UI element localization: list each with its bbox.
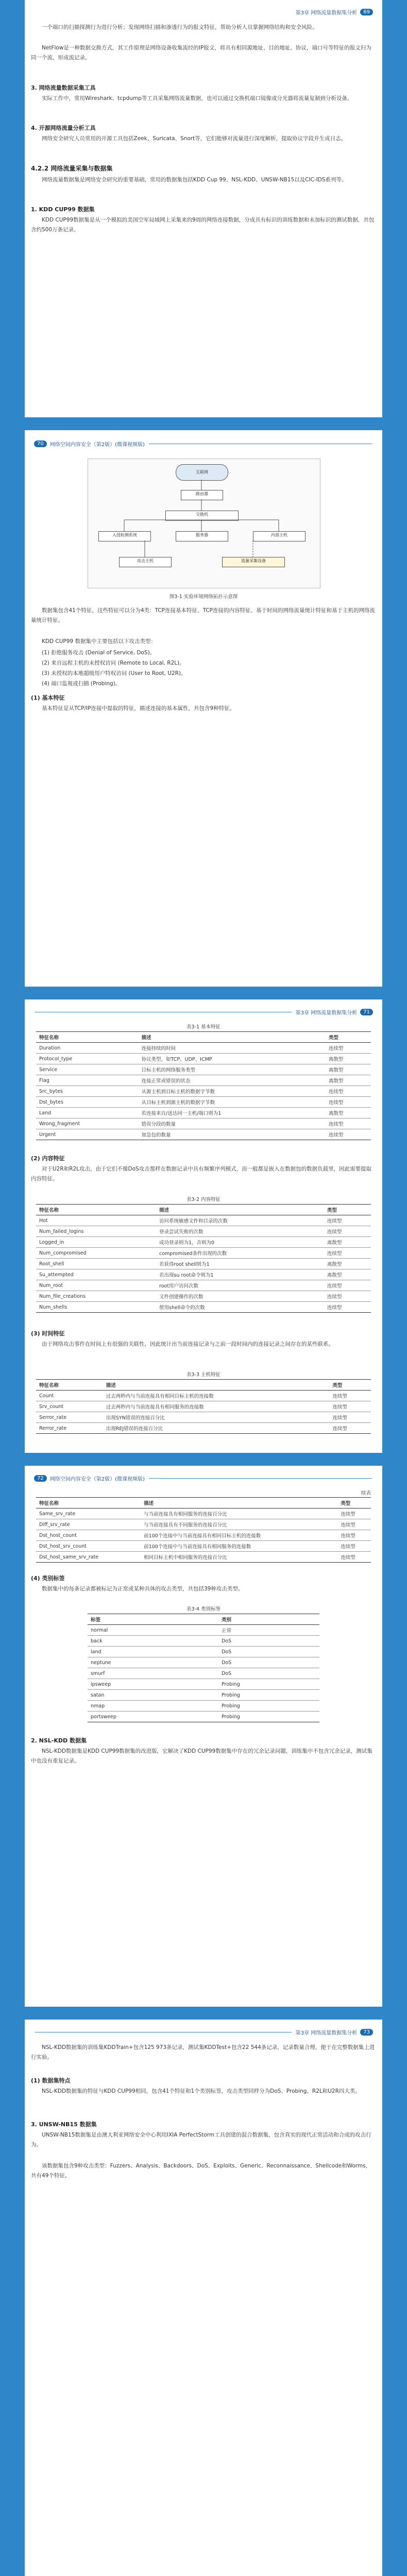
table-cell: Serror_rate [36, 1412, 103, 1423]
table-cell: DoS [218, 1668, 319, 1679]
column-header: 类型 [324, 1205, 371, 1215]
paragraph: UNSW-NB15数据集是由澳大利亚网络安全中心利用IXIA PerfectStorm工具创建的混合数据集，包含真实的现代正常活动和合成的攻击行为。 [31, 2132, 371, 2148]
paragraph: 一个端口的扫描探测行为进行分析；发现网络扫描和渗透行为的报文特征，帮助分析人员掌握网络结构和安全风险。 [42, 24, 318, 30]
table-cell: Flag [36, 1075, 139, 1086]
page-number: 70 [34, 440, 47, 447]
column-header: 描述 [139, 1032, 326, 1043]
table-cell: 从源主机到目标主机的数据字节数 [139, 1086, 326, 1097]
table-cell: 与当前连接具有相同服务的连接百分比 [141, 1509, 337, 1519]
table-cell: Urgent [36, 1129, 139, 1140]
table-cell: normal [88, 1625, 218, 1636]
hosts-node: 内部主机 [253, 531, 306, 541]
paragraph: 该数据集包含9种攻击类型：Fuzzers、Analysis、Backdoors、DoS、Exploits、Generic、Reconnaissance、Shellcode和Worms，共有49个特征。 [31, 2163, 371, 2179]
table-row [88, 1636, 319, 1647]
paragraph: KDD CUP99数据集是从一个模拟的美国空军局域网上采集来的9周的网络连接数据，分成具有标识的训练数据和未加标识的测试数据，共包含约500万条记录。 [31, 217, 375, 233]
host-features-table-continued [36, 1497, 371, 1563]
table-cell: 连续型 [324, 1291, 371, 1302]
table-cell: root用户访问次数 [156, 1280, 324, 1291]
table-cell: smurf [88, 1668, 218, 1679]
basic-features-table [36, 1031, 371, 1140]
table-row [36, 1215, 371, 1226]
table-caption: 表3-4 类别标签 [186, 1606, 221, 1612]
paragraph: 网络流量数据集是网络安全研究的重要基础，常用的数据集包括KDD Cup 99、NSL-KDD、UNSW-NB15以及CIC-IDS系列等。 [42, 177, 347, 183]
table-cell: Same_srv_rate [36, 1509, 141, 1519]
ids-node: 入侵检测系统 [98, 531, 151, 541]
table-cell: Wrong_fragment [36, 1118, 139, 1129]
table-cell: 从目标主机到源主机的数据字节数 [139, 1097, 326, 1108]
paragraph: NSL-KDD数据集的特征与KDD CUP99相同，包含41个特征和1个类别标签，攻击类型同样分为DoS、Probing、R2L和U2R四大类。 [42, 2088, 361, 2094]
table-cell: 连续型 [324, 1280, 371, 1291]
table-cell: 离散型 [324, 1269, 371, 1280]
paragraph: NetFlow是一种数据交换方式，其工作原理是网络设备收集流经的IP报文，将具有相同源地址、目的地址、协议、端口号等特征的报文归为同一个流，形成流记录。 [31, 45, 371, 61]
table-cell: Root_shell [36, 1259, 156, 1269]
paragraph: NSL-KDD数据集的训练集KDDTrain+包含125 973条记录，测试集KDDTest+包含22 544条记录，记录数量合理，便于在完整数据集上进行实验。 [31, 2044, 375, 2060]
table-cell: 连续型 [326, 1118, 371, 1129]
table-row [36, 1280, 371, 1291]
table-row [36, 1054, 371, 1064]
column-header: 类别 [218, 1614, 319, 1625]
table-row [36, 1086, 371, 1097]
column-header: 类型 [329, 1380, 371, 1391]
table-cell: 出现REJ错误的连接百分比 [103, 1423, 330, 1434]
chapter-title: 第3章 网络流量数据集分析 [295, 2030, 358, 2036]
column-header: 描述 [103, 1380, 330, 1391]
section-heading: 1. KDD CUP99 数据集 [31, 206, 95, 213]
table-cell: 连续型 [337, 1530, 371, 1541]
page-header [31, 7, 376, 16]
table-cell: 离散型 [326, 1054, 371, 1064]
paragraph: 由于网络攻击事件在时间上有很强的关联性，因此统计出当前连接记录与之前一段时间内的连接记录之间存在的某些联系。 [42, 1341, 334, 1347]
table-cell: Probing [218, 1690, 319, 1701]
table-cell: 连接正常或错误的状态 [139, 1075, 326, 1086]
table-row [36, 1530, 371, 1541]
book-title-header: 网络空间内容安全（第2版）(微课视频版) [49, 1476, 145, 1482]
section-heading: (2) 内容特征 [31, 1155, 65, 1162]
list-item: (2) 来自远程主机的未授权访问 (Remote to Local, R2L)。 [42, 660, 185, 666]
table-cell: DoS [218, 1647, 319, 1657]
table-cell: 连续型 [326, 1097, 371, 1108]
page-number: 71 [360, 1009, 373, 1015]
table-cell: 过去两秒内与当前连接具有相同服务的连接数 [103, 1401, 330, 1412]
page-5 [25, 2020, 382, 2576]
table-row [36, 1043, 371, 1054]
table-cell: Count [36, 1391, 103, 1401]
table-continued-label: 续表 [361, 1490, 371, 1496]
table-cell: ipsweep [88, 1679, 218, 1690]
section-heading: 2. NSL-KDD 数据集 [31, 1737, 87, 1744]
section-heading: (3) 时间特征 [31, 1330, 65, 1337]
table-cell: Su_attempted [36, 1269, 156, 1280]
table-cell: Logged_in [36, 1237, 156, 1248]
figure-caption: 图3-1 实验环境网络拓扑示意图 [169, 594, 238, 600]
table-caption: 表3-2 内容特征 [186, 1197, 221, 1202]
column-header: 描述 [141, 1498, 337, 1509]
table-cell: 使用shell命令的次数 [156, 1302, 324, 1313]
paragraph: KDD CUP99 数据集中主要包括以下攻击类型： [42, 638, 156, 645]
table-cell: Srv_count [36, 1401, 103, 1412]
table-cell: 连续型 [337, 1541, 371, 1552]
page-header [31, 439, 376, 448]
page-number: 73 [360, 2029, 373, 2036]
column-header: 类型 [337, 1498, 371, 1509]
table-row [36, 1302, 371, 1313]
paragraph: 数据集中的每条记录都被标记为正常或某种具体的攻击类型，共包括39种攻击类型。 [42, 1586, 244, 1592]
table-cell: 若连接来自/送达同一主机/端口则为1 [139, 1108, 326, 1118]
table-cell: land [88, 1647, 218, 1657]
table-row [88, 1625, 319, 1636]
table-row [36, 1519, 371, 1530]
table-cell: Diff_srv_rate [36, 1519, 141, 1530]
table-row [88, 1711, 319, 1722]
host-features-table [36, 1379, 371, 1434]
server-node: 服务器 [176, 531, 228, 541]
column-header: 描述 [156, 1205, 324, 1215]
table-cell: satan [88, 1690, 218, 1701]
table-cell: 连续型 [337, 1509, 371, 1519]
table-cell: 连续型 [324, 1226, 371, 1237]
table-cell: 前100个连接中与当前连接具有相同服务的连接数 [141, 1541, 337, 1552]
table-cell: 错误分段的数量 [139, 1118, 326, 1129]
paragraph: 数据集包含41个特征，这些特征可以分为4类：TCP连接基本特征、TCP连接的内容特征、基于时间的网络流量统计特征和基于主机的网络流量统计特征。 [31, 607, 375, 623]
table-cell: Num_failed_logins [36, 1226, 156, 1237]
table-row [36, 1248, 371, 1259]
attacker-node: 攻击主机 [119, 557, 172, 567]
table-cell: Dst_host_srv_count [36, 1541, 141, 1552]
chapter-title: 第3章 网络流量数据集分析 [295, 10, 358, 16]
internet-cloud: 互联网 [176, 464, 228, 481]
paragraph: 实际工作中，常用Wireshark、tcpdump等工具采集网络流量数据，也可以通过交换机端口镜像或分光器将流量复制到分析设备。 [42, 95, 353, 101]
table-row [88, 1679, 319, 1690]
table-cell: 连续型 [324, 1215, 371, 1226]
table-cell: Duration [36, 1043, 139, 1054]
list-item: (1) 拒绝服务攻击 (Denial of Service, DoS)。 [42, 650, 156, 656]
header-rule [149, 1478, 372, 1479]
table-row [36, 1259, 371, 1269]
table-cell: 登录尝试失败的次数 [156, 1226, 324, 1237]
class-label-table [88, 1614, 319, 1722]
table-cell: DoS [218, 1657, 319, 1668]
table-cell: 连接持续的时间 [139, 1043, 326, 1054]
table-row [36, 1097, 371, 1108]
table-cell: Num_shells [36, 1302, 156, 1313]
table-cell: nmap [88, 1701, 218, 1711]
table-cell: 离散型 [324, 1237, 371, 1248]
table-cell: 成功登录则为1，否则为0 [156, 1237, 324, 1248]
table-caption: 表3-1 基本特征 [186, 1024, 221, 1030]
table-cell: Hot [36, 1215, 156, 1226]
table-cell: Service [36, 1064, 139, 1075]
table-cell: 连续型 [329, 1391, 371, 1401]
table-cell: Dst_bytes [36, 1097, 139, 1108]
table-cell: neptune [88, 1657, 218, 1668]
list-item: (3) 未授权的本地超级用户特权访问 (User to Root, U2R)。 [42, 670, 186, 676]
router-node: 路由器 [181, 490, 223, 500]
table-cell: portsweep [88, 1711, 218, 1722]
column-header: 特征名称 [36, 1498, 141, 1509]
table-row [36, 1541, 371, 1552]
table-cell: back [88, 1636, 218, 1647]
table-cell: Protocol_type [36, 1054, 139, 1064]
table-cell: Dst_host_same_srv_rate [36, 1552, 141, 1563]
table-cell: 若出现su root命令则为1 [156, 1269, 324, 1280]
table-cell: 连续型 [329, 1412, 371, 1423]
column-header: 特征名称 [36, 1032, 139, 1043]
table-cell: 与当前连接具有不同服务的连接百分比 [141, 1519, 337, 1530]
paragraph: NSL-KDD数据集是KDD CUP99数据集的改进版，它解决了KDD CUP99数据集中存在的冗余记录问题，训练集中不包含冗余记录，测试集中也没有重复记录。 [31, 1748, 372, 1764]
table-cell: compromised条件出现的次数 [156, 1248, 324, 1259]
column-header: 标签 [88, 1614, 218, 1625]
page-number: 72 [34, 1475, 47, 1482]
table-cell: 协议类型，如TCP、UDP、ICMP [139, 1054, 326, 1064]
table-cell: 连续型 [324, 1302, 371, 1313]
table-cell: 离散型 [326, 1108, 371, 1118]
table-cell: 连续型 [326, 1086, 371, 1097]
table-row [88, 1657, 319, 1668]
section-heading: 4. 开源网络流量分析工具 [31, 125, 96, 131]
table-cell: Src_bytes [36, 1086, 139, 1097]
network-topology-diagram [88, 459, 320, 588]
section-heading: 3. UNSW-NB15 数据集 [31, 2121, 97, 2128]
collector-node: 流量采集设备 [222, 557, 285, 567]
table-row [36, 1412, 371, 1423]
table-row [36, 1552, 371, 1563]
table-cell: 连续型 [326, 1043, 371, 1054]
table-row [36, 1509, 371, 1519]
table-row [36, 1291, 371, 1302]
table-cell: Probing [218, 1701, 319, 1711]
chapter-title: 第3章 网络流量数据集分析 [295, 1010, 358, 1016]
table-row [36, 1423, 371, 1434]
section-heading: 4.2.2 网络流量采集与数据集 [31, 165, 113, 172]
table-cell: DoS [218, 1636, 319, 1647]
table-cell: 过去两秒内与当前连接具有相同目标主机的连接数 [103, 1391, 330, 1401]
table-cell: Land [36, 1108, 139, 1118]
table-cell: Dst_host_count [36, 1530, 141, 1541]
table-cell: 文件创建操作的次数 [156, 1291, 324, 1302]
table-cell: 连续型 [324, 1248, 371, 1259]
table-cell: 正常 [218, 1625, 319, 1636]
table-cell: 连续型 [329, 1423, 371, 1434]
table-row [36, 1108, 371, 1118]
table-row [36, 1075, 371, 1086]
table-row [36, 1226, 371, 1237]
table-cell: 离散型 [324, 1259, 371, 1269]
table-cell: Rerror_rate [36, 1423, 103, 1434]
table-cell: Num_root [36, 1280, 156, 1291]
table-cell: 连续型 [337, 1552, 371, 1563]
table-cell: Num_compromised [36, 1248, 156, 1259]
list-item: (4) 端口监视或扫描 (Probing)。 [42, 681, 121, 687]
table-cell: 连续型 [326, 1129, 371, 1140]
table-row [36, 1269, 371, 1280]
paragraph: 网络安全研究人员常用的开源工具包括Zeek、Suricata、Snort等，它们能够对流量进行深度解析，提取协议字段并生成日志。 [42, 135, 347, 142]
switch-node: 交换机 [165, 511, 239, 521]
table-row [36, 1118, 371, 1129]
table-cell: Probing [218, 1679, 319, 1690]
page-number: 69 [360, 9, 373, 15]
table-cell: 连续型 [337, 1519, 371, 1530]
section-heading: (1) 数据集特点 [31, 2077, 71, 2084]
page-header [31, 1007, 376, 1016]
table-cell: Probing [218, 1711, 319, 1722]
section-heading: (4) 类别标签 [31, 1575, 65, 1582]
table-cell: Num_file_creations [36, 1291, 156, 1302]
table-row [36, 1129, 371, 1140]
column-header: 特征名称 [36, 1205, 156, 1215]
table-cell: 离散型 [326, 1064, 371, 1075]
table-cell: 前100个连接中与当前连接具有相同目标主机的连接数 [141, 1530, 337, 1541]
content-features-table [36, 1204, 371, 1313]
column-header: 类型 [326, 1032, 371, 1043]
table-cell: 连续型 [329, 1401, 371, 1412]
column-header: 特征名称 [36, 1380, 103, 1391]
table-cell: 离散型 [326, 1075, 371, 1086]
table-cell: 出现SYN错误的连接百分比 [103, 1412, 330, 1423]
table-row [88, 1668, 319, 1679]
section-heading: 3. 网络流量数据采集工具 [31, 84, 96, 91]
table-caption: 表3-3 主机特征 [186, 1372, 221, 1378]
page-header [31, 1473, 376, 1483]
table-cell: 相同目标主机中相同服务的连接百分比 [141, 1552, 337, 1563]
table-cell: 若获得root shell则为1 [156, 1259, 324, 1269]
table-cell: 加急包的数量 [139, 1129, 326, 1140]
paragraph: 基本特征是从TCP/IP连接中提取的特征，描述连接的基本属性，共包含9种特征。 [42, 705, 235, 711]
table-cell: 访问系统敏感文件和目录的次数 [156, 1215, 324, 1226]
table-row [88, 1701, 319, 1711]
table-cell: 目标主机的网络服务类型 [139, 1064, 326, 1075]
table-row [36, 1401, 371, 1412]
book-title-header: 网络空间内容安全（第2版）(微课视频版) [49, 442, 145, 448]
section-heading: (1) 基本特征 [31, 694, 65, 701]
table-row [88, 1647, 319, 1657]
table-row [36, 1391, 371, 1401]
table-row [36, 1064, 371, 1075]
table-row [36, 1237, 371, 1248]
paragraph: 对于U2R和R2L攻击，由于它们不像DoS攻击那样在数据记录中具有频繁序列模式，而一般都是嵌入在数据包的数据负载里，因此需要提取内容特征。 [31, 1166, 372, 1182]
page-header [31, 2027, 376, 2037]
table-row [88, 1690, 319, 1701]
